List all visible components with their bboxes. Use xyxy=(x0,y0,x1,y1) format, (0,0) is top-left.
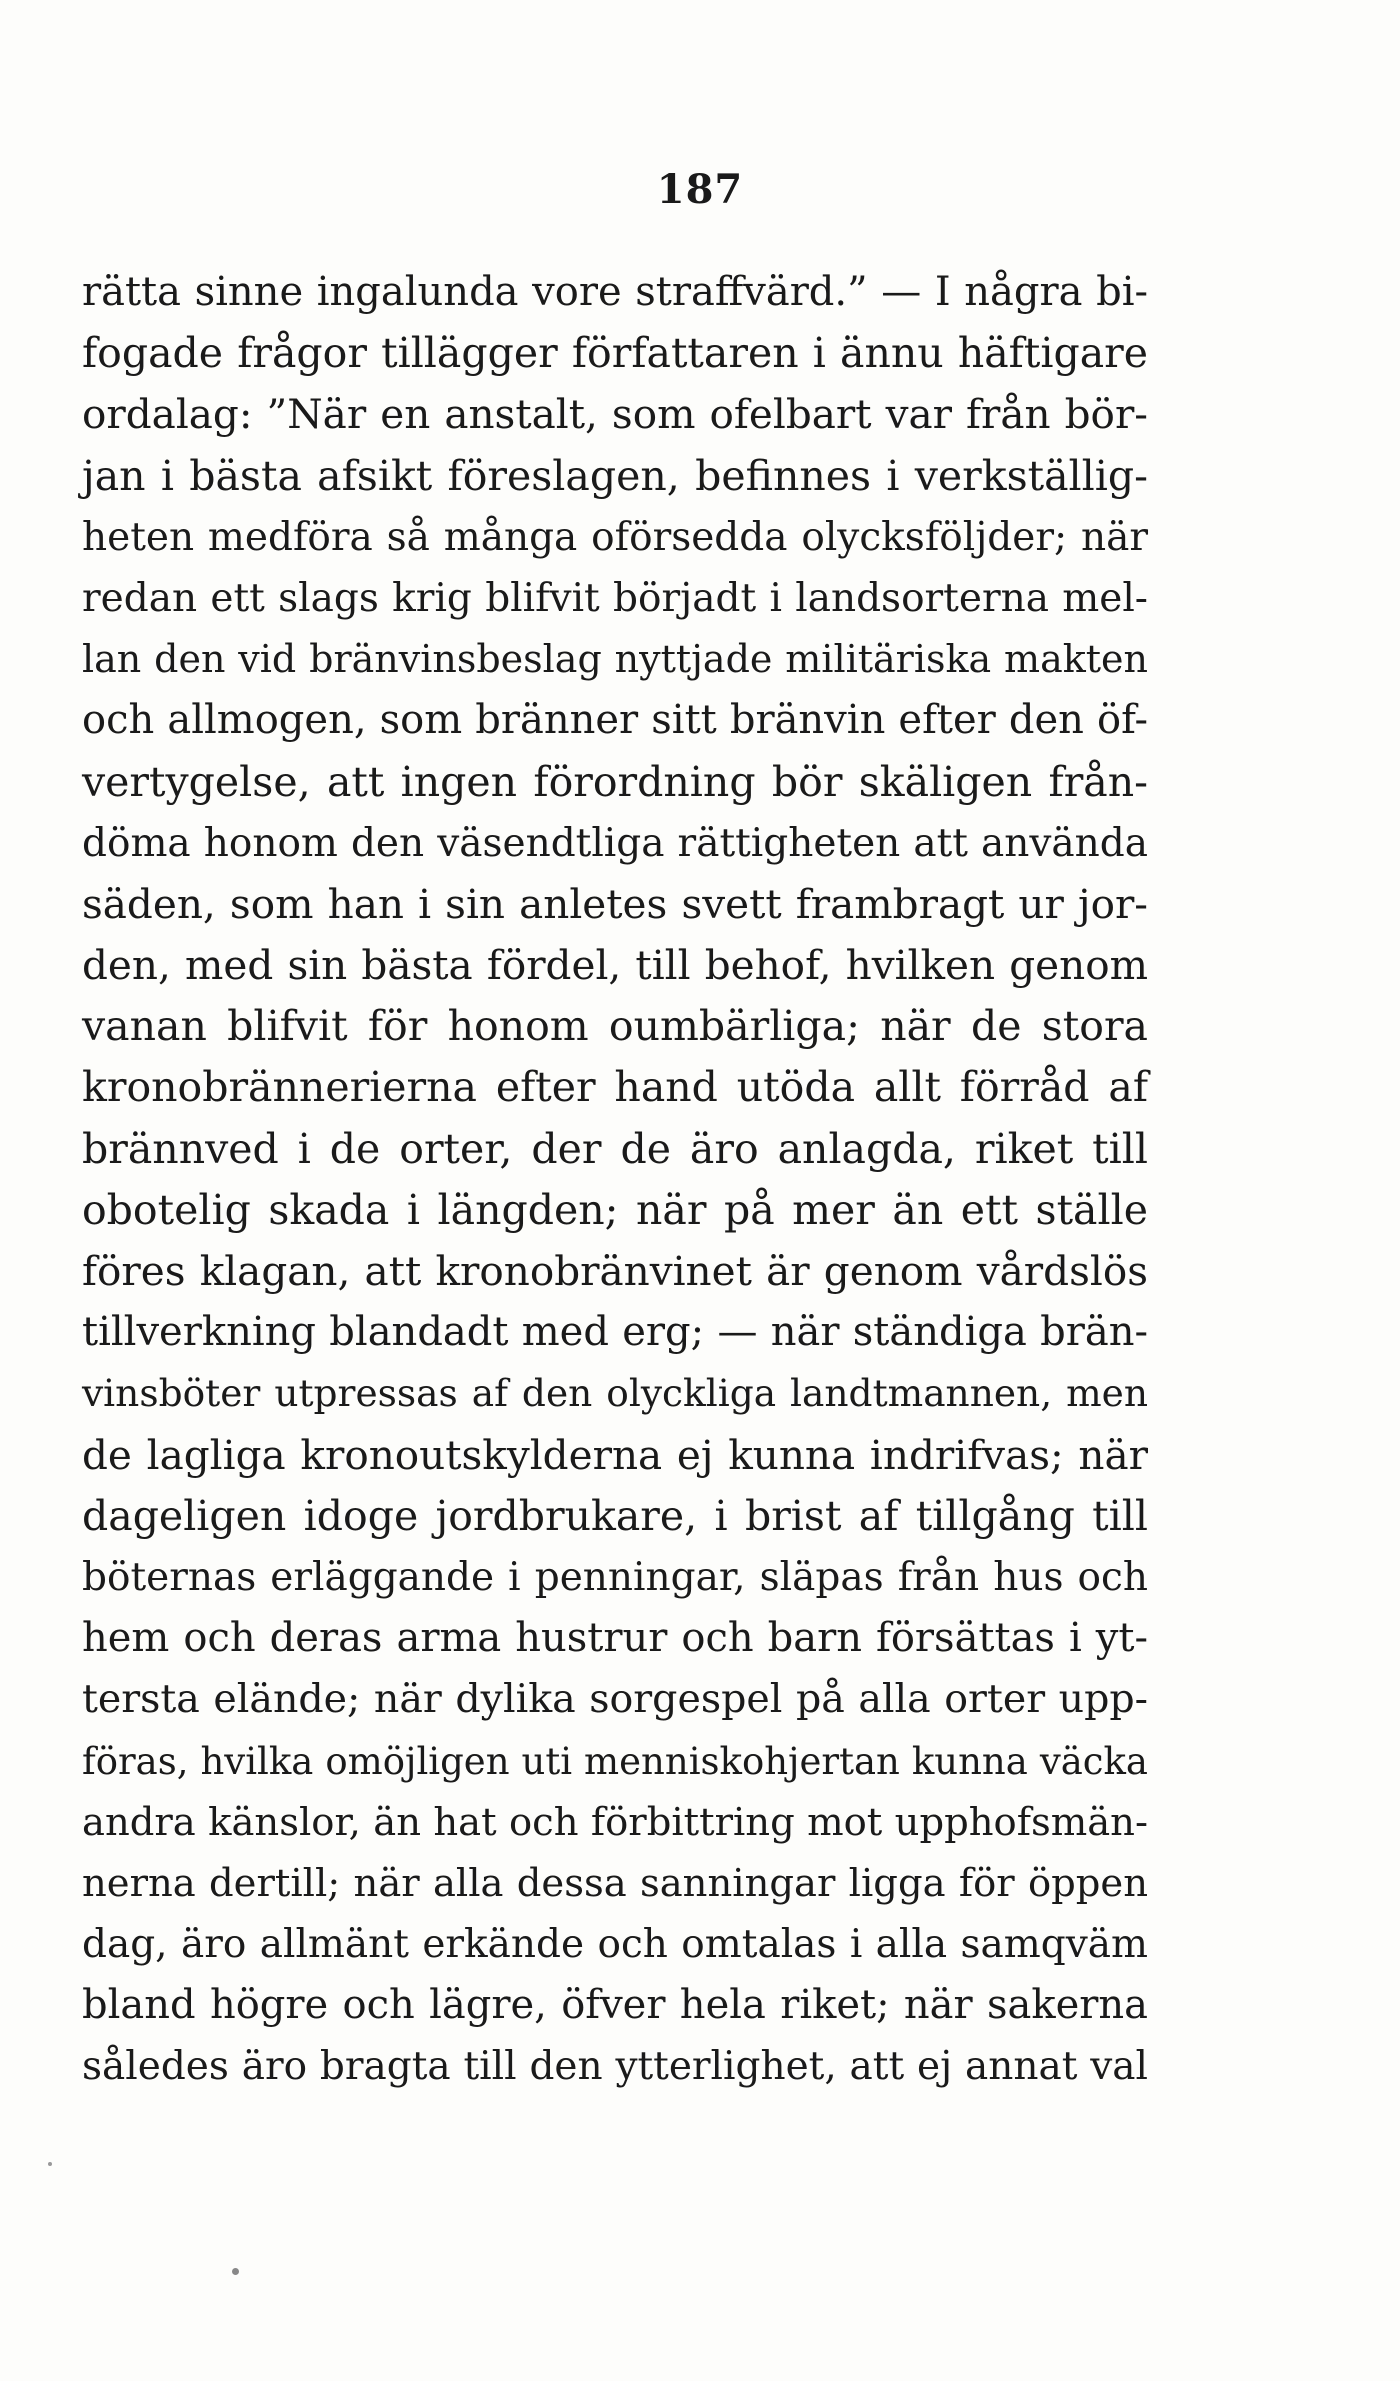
text-line: lan den vid bränvinsbeslag nyttjade militäriska makten xyxy=(82,637,1148,682)
text-line: föres klagan, att kronobränvinet är genom vårdslös xyxy=(82,1247,1148,1295)
text-line: rätta sinne ingalunda vore straffvärd.” — I några bi- xyxy=(82,269,1148,315)
text-line: säden, som han i sin anletes svett frambragt ur jor- xyxy=(82,879,1148,928)
text-line: bland högre och lägre, öfver hela riket; när sakerna xyxy=(82,1982,1148,2029)
text-line: obotelig skada i längden; när på mer än ett ställe xyxy=(82,1185,1148,1234)
text-line: döma honom den väsendtliga rättigheten att använda xyxy=(82,820,1148,866)
text-line: vanan blifvit för honom oumbärliga; när de stora xyxy=(82,1002,1148,1051)
ink-speck xyxy=(48,2162,52,2166)
text-line: vertygelse, att ingen förordning bör skäligen från- xyxy=(82,757,1148,806)
body-text xyxy=(82,262,1148,2098)
text-line: kronobrännerierna efter hand utöda allt förråd af xyxy=(82,1063,1148,1112)
text-line: och allmogen, som bränner sitt bränvin efter den öf- xyxy=(82,697,1148,744)
text-line: heten medföra så många oförsedda olycksföljder; när xyxy=(82,514,1148,560)
text-line: andra känslor, än hat och förbittring mot upphofsmän- xyxy=(82,1799,1148,1845)
text-line: dag, äro allmänt erkände och omtalas i alla samqväm xyxy=(82,1922,1148,1968)
text-line: de lagliga kronoutskylderna ej kunna indrifvas; när xyxy=(82,1430,1148,1479)
text-line: hem och deras arma hustrur och barn försättas i yt- xyxy=(82,1615,1148,1662)
text-line: redan ett slags krig blifvit börjadt i landsorterna mel- xyxy=(82,575,1148,621)
text-line: således äro bragta till den ytterlighet, att ej annat val xyxy=(82,2044,1148,2090)
text-line: böternas erläggande i penningar, släpas från hus och xyxy=(82,1554,1148,1600)
text-line: fogade frågor tillägger författaren i ännu häftigare xyxy=(82,329,1148,378)
text-line: dageligen idoge jordbrukare, i brist af tillgång till xyxy=(82,1491,1148,1540)
page-number: 187 xyxy=(656,166,744,213)
text-line: jan i bästa afsikt föreslagen, befinnes i verkställig- xyxy=(82,451,1148,500)
text-line: den, med sin bästa fördel, till behof, hvilken genom xyxy=(82,941,1148,990)
text-line: tersta elände; när dylika sorgespel på alla orter upp- xyxy=(82,1676,1148,1723)
text-line: föras, hvilka omöjligen uti menniskohjertan kunna väcka xyxy=(82,1739,1148,1783)
text-line: tillverkning blandadt med erg; — när ständiga brän- xyxy=(82,1309,1148,1356)
ink-speck xyxy=(232,2268,239,2275)
text-line: ordalag: ”När en anstalt, som ofelbart var från bör- xyxy=(82,390,1148,439)
text-line: brännved i de orter, der de äro anlagda, riket till xyxy=(82,1124,1148,1173)
text-line: vinsböter utpressas af den olyckliga landtmannen, men xyxy=(82,1371,1148,1416)
text-line: nerna dertill; när alla dessa sanningar ligga för öppen xyxy=(82,1860,1148,1906)
